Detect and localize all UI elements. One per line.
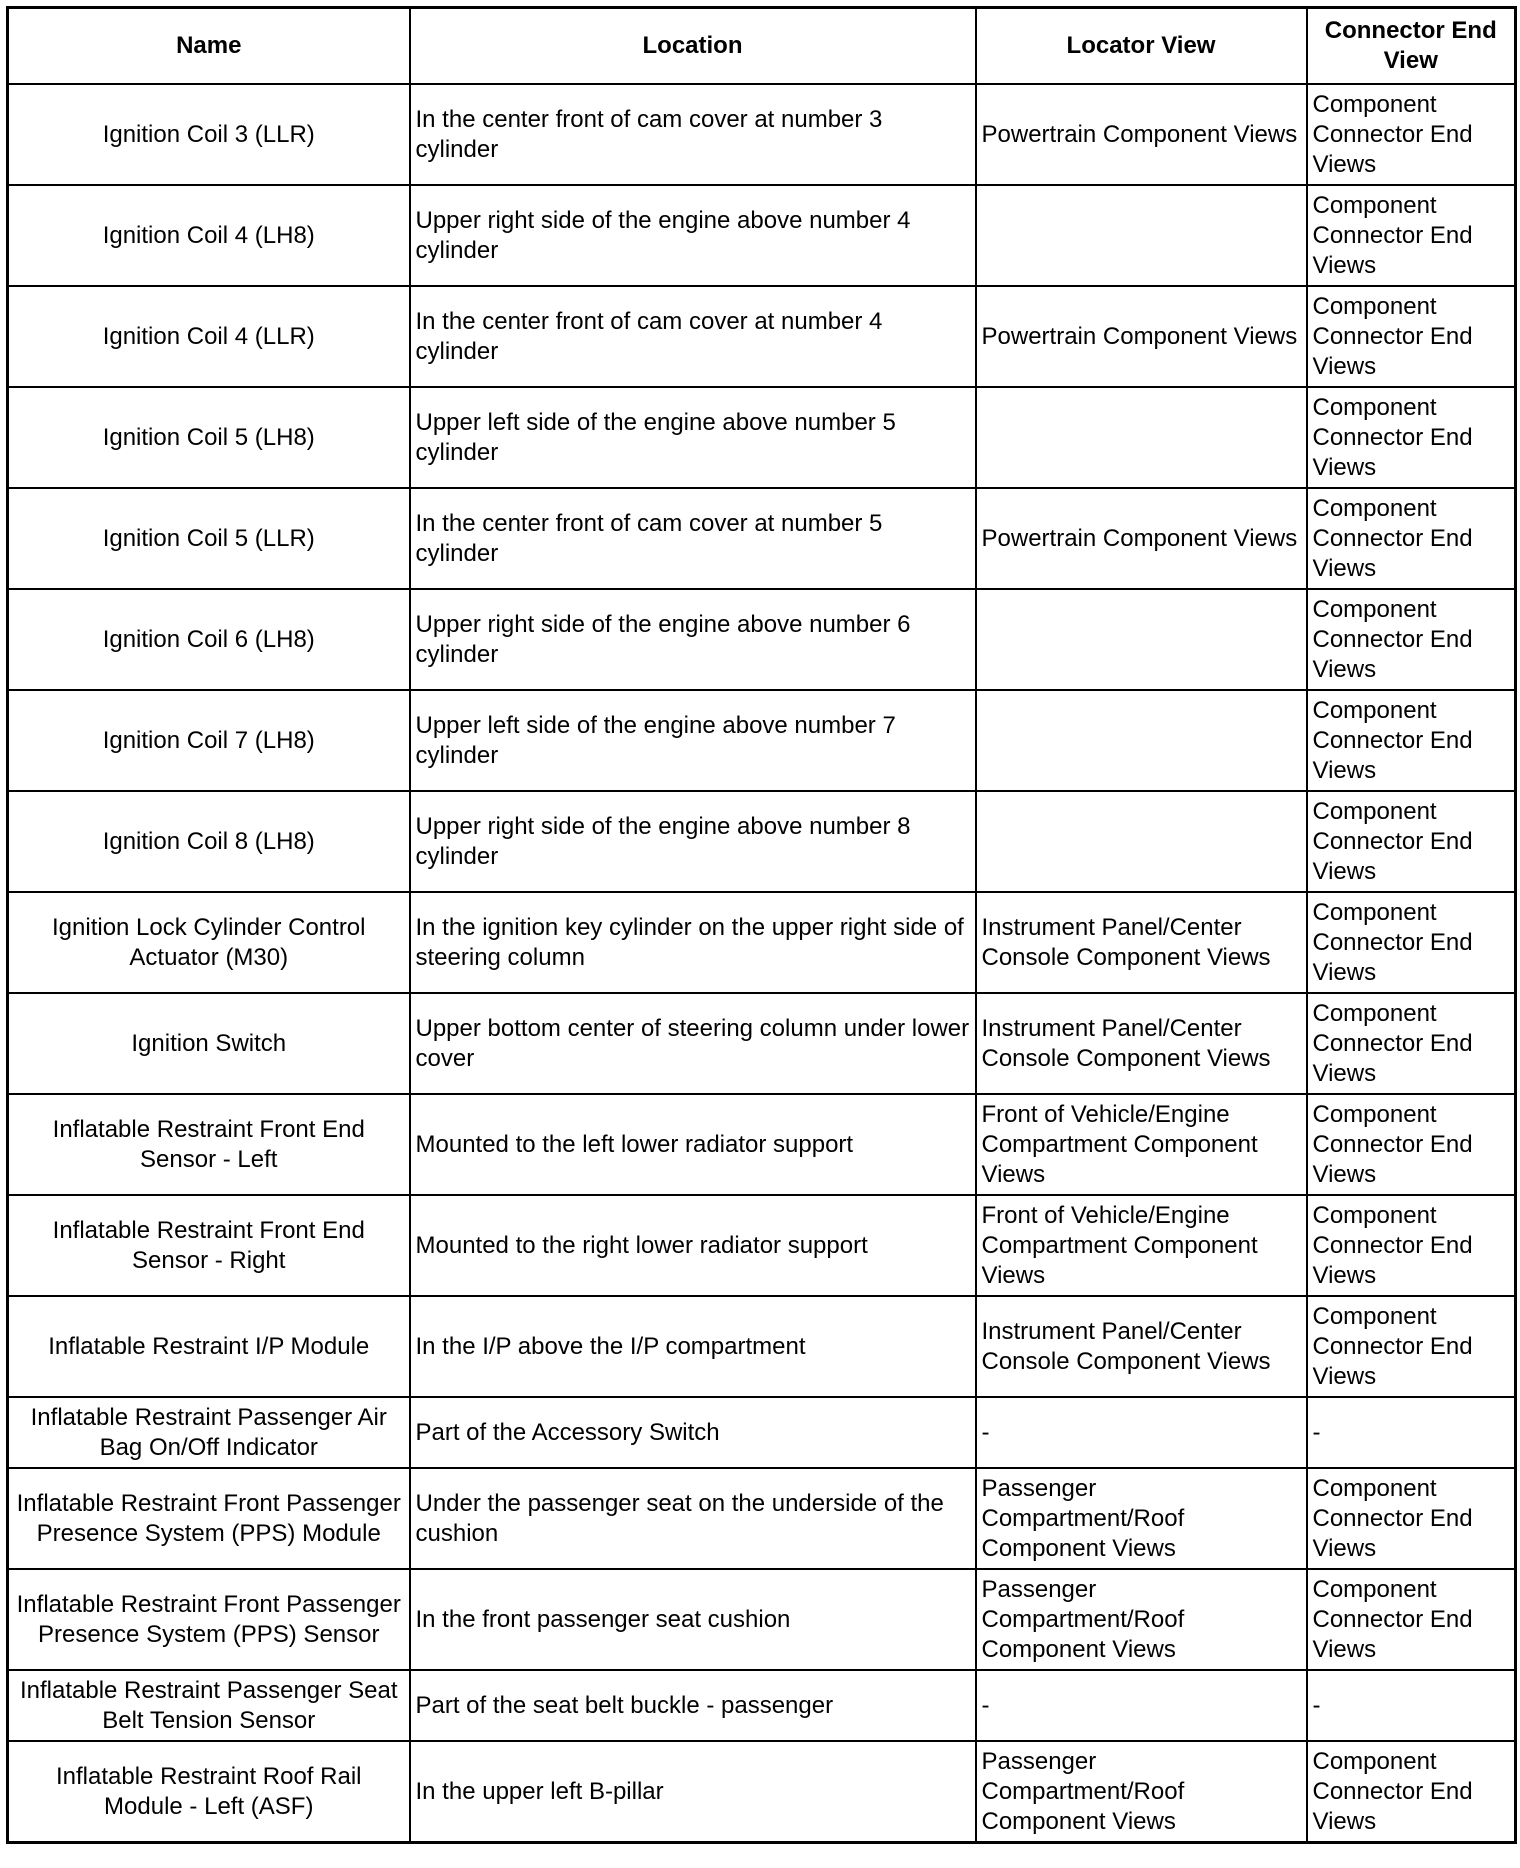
table-row xyxy=(8,1569,1516,1670)
cell-connector-end-view: Component Connector End Views xyxy=(1307,1741,1516,1843)
cell-location: In the I/P above the I/P compartment xyxy=(410,1296,976,1397)
cell-locator-view: Instrument Panel/Center Console Component Views xyxy=(976,993,1307,1094)
cell-connector-end-view: Component Connector End Views xyxy=(1307,1468,1516,1569)
table-row xyxy=(8,84,1516,185)
cell-location: Part of the seat belt buckle - passenger xyxy=(410,1670,976,1741)
cell-connector-end-view: Component Connector End Views xyxy=(1307,791,1516,892)
cell-connector-end-view: Component Connector End Views xyxy=(1307,286,1516,387)
cell-name: Ignition Coil 5 (LH8) xyxy=(8,387,410,488)
cell-name: Ignition Coil 6 (LH8) xyxy=(8,589,410,690)
cell-locator-view: Passenger Compartment/Roof Component Views xyxy=(976,1569,1307,1670)
cell-connector-end-view: Component Connector End Views xyxy=(1307,892,1516,993)
cell-connector-end-view: Component Connector End Views xyxy=(1307,488,1516,589)
cell-location: Mounted to the left lower radiator support xyxy=(410,1094,976,1195)
cell-name: Ignition Coil 4 (LH8) xyxy=(8,185,410,286)
table-row xyxy=(8,387,1516,488)
cell-location: Under the passenger seat on the underside of the cushion xyxy=(410,1468,976,1569)
header-row xyxy=(8,8,1516,85)
cell-name: Inflatable Restraint Passenger Seat Belt Tension Sensor xyxy=(8,1670,410,1741)
table-row xyxy=(8,892,1516,993)
cell-name: Ignition Switch xyxy=(8,993,410,1094)
cell-locator-view: Front of Vehicle/Engine Compartment Component Views xyxy=(976,1094,1307,1195)
table-row xyxy=(8,1195,1516,1296)
cell-locator-view xyxy=(976,589,1307,690)
cell-location: In the center front of cam cover at number 4 cylinder xyxy=(410,286,976,387)
table-row xyxy=(8,488,1516,589)
cell-name: Ignition Lock Cylinder Control Actuator (M30) xyxy=(8,892,410,993)
cell-name: Ignition Coil 8 (LH8) xyxy=(8,791,410,892)
cell-location: In the center front of cam cover at number 3 cylinder xyxy=(410,84,976,185)
cell-connector-end-view: - xyxy=(1307,1670,1516,1741)
cell-name: Inflatable Restraint I/P Module xyxy=(8,1296,410,1397)
cell-name: Ignition Coil 5 (LLR) xyxy=(8,488,410,589)
cell-name: Ignition Coil 7 (LH8) xyxy=(8,690,410,791)
cell-connector-end-view: Component Connector End Views xyxy=(1307,1094,1516,1195)
cell-locator-view: Powertrain Component Views xyxy=(976,488,1307,589)
cell-locator-view: Passenger Compartment/Roof Component Views xyxy=(976,1741,1307,1843)
cell-name: Ignition Coil 3 (LLR) xyxy=(8,84,410,185)
header-locator-view: Locator View xyxy=(976,8,1307,85)
cell-name: Inflatable Restraint Front Passenger Presence System (PPS) Sensor xyxy=(8,1569,410,1670)
table-row xyxy=(8,1468,1516,1569)
table-row xyxy=(8,1670,1516,1741)
cell-connector-end-view: Component Connector End Views xyxy=(1307,993,1516,1094)
cell-locator-view xyxy=(976,690,1307,791)
table-row xyxy=(8,791,1516,892)
cell-locator-view: Instrument Panel/Center Console Component Views xyxy=(976,892,1307,993)
component-locator-table xyxy=(6,6,1517,1844)
cell-location: In the front passenger seat cushion xyxy=(410,1569,976,1670)
cell-name: Inflatable Restraint Front Passenger Presence System (PPS) Module xyxy=(8,1468,410,1569)
table-row xyxy=(8,1094,1516,1195)
cell-locator-view xyxy=(976,185,1307,286)
table-row xyxy=(8,589,1516,690)
cell-connector-end-view: Component Connector End Views xyxy=(1307,185,1516,286)
header-connector-end-view: Connector End View xyxy=(1307,8,1516,85)
cell-location: In the center front of cam cover at number 5 cylinder xyxy=(410,488,976,589)
cell-locator-view xyxy=(976,791,1307,892)
cell-connector-end-view: - xyxy=(1307,1397,1516,1468)
cell-name: Inflatable Restraint Roof Rail Module - Left (ASF) xyxy=(8,1741,410,1843)
cell-location: Upper left side of the engine above number 7 cylinder xyxy=(410,690,976,791)
header-name: Name xyxy=(8,8,410,85)
cell-connector-end-view: Component Connector End Views xyxy=(1307,387,1516,488)
cell-connector-end-view: Component Connector End Views xyxy=(1307,690,1516,791)
cell-name: Inflatable Restraint Front End Sensor - Right xyxy=(8,1195,410,1296)
header-location: Location xyxy=(410,8,976,85)
cell-location: Upper right side of the engine above number 4 cylinder xyxy=(410,185,976,286)
table-row xyxy=(8,993,1516,1094)
cell-connector-end-view: Component Connector End Views xyxy=(1307,1195,1516,1296)
cell-locator-view: Passenger Compartment/Roof Component Views xyxy=(976,1468,1307,1569)
cell-connector-end-view: Component Connector End Views xyxy=(1307,84,1516,185)
table-row xyxy=(8,690,1516,791)
cell-connector-end-view: Component Connector End Views xyxy=(1307,1569,1516,1670)
table-row xyxy=(8,185,1516,286)
table-row xyxy=(8,1397,1516,1468)
cell-locator-view: Powertrain Component Views xyxy=(976,286,1307,387)
cell-name: Inflatable Restraint Front End Sensor - Left xyxy=(8,1094,410,1195)
cell-location: Part of the Accessory Switch xyxy=(410,1397,976,1468)
table-row xyxy=(8,1741,1516,1843)
cell-location: Upper left side of the engine above number 5 cylinder xyxy=(410,387,976,488)
cell-connector-end-view: Component Connector End Views xyxy=(1307,589,1516,690)
cell-connector-end-view: Component Connector End Views xyxy=(1307,1296,1516,1397)
cell-locator-view: - xyxy=(976,1670,1307,1741)
cell-name: Ignition Coil 4 (LLR) xyxy=(8,286,410,387)
cell-locator-view xyxy=(976,387,1307,488)
cell-name: Inflatable Restraint Passenger Air Bag On/Off Indicator xyxy=(8,1397,410,1468)
cell-locator-view: Instrument Panel/Center Console Component Views xyxy=(976,1296,1307,1397)
cell-location: Mounted to the right lower radiator support xyxy=(410,1195,976,1296)
cell-location: Upper right side of the engine above number 8 cylinder xyxy=(410,791,976,892)
cell-location: In the ignition key cylinder on the upper right side of steering column xyxy=(410,892,976,993)
cell-location: In the upper left B-pillar xyxy=(410,1741,976,1843)
cell-locator-view: Powertrain Component Views xyxy=(976,84,1307,185)
table-row xyxy=(8,286,1516,387)
cell-location: Upper bottom center of steering column under lower cover xyxy=(410,993,976,1094)
table-row xyxy=(8,1296,1516,1397)
cell-locator-view: - xyxy=(976,1397,1307,1468)
cell-locator-view: Front of Vehicle/Engine Compartment Component Views xyxy=(976,1195,1307,1296)
cell-location: Upper right side of the engine above number 6 cylinder xyxy=(410,589,976,690)
component-locator-table-container xyxy=(6,6,1517,1844)
